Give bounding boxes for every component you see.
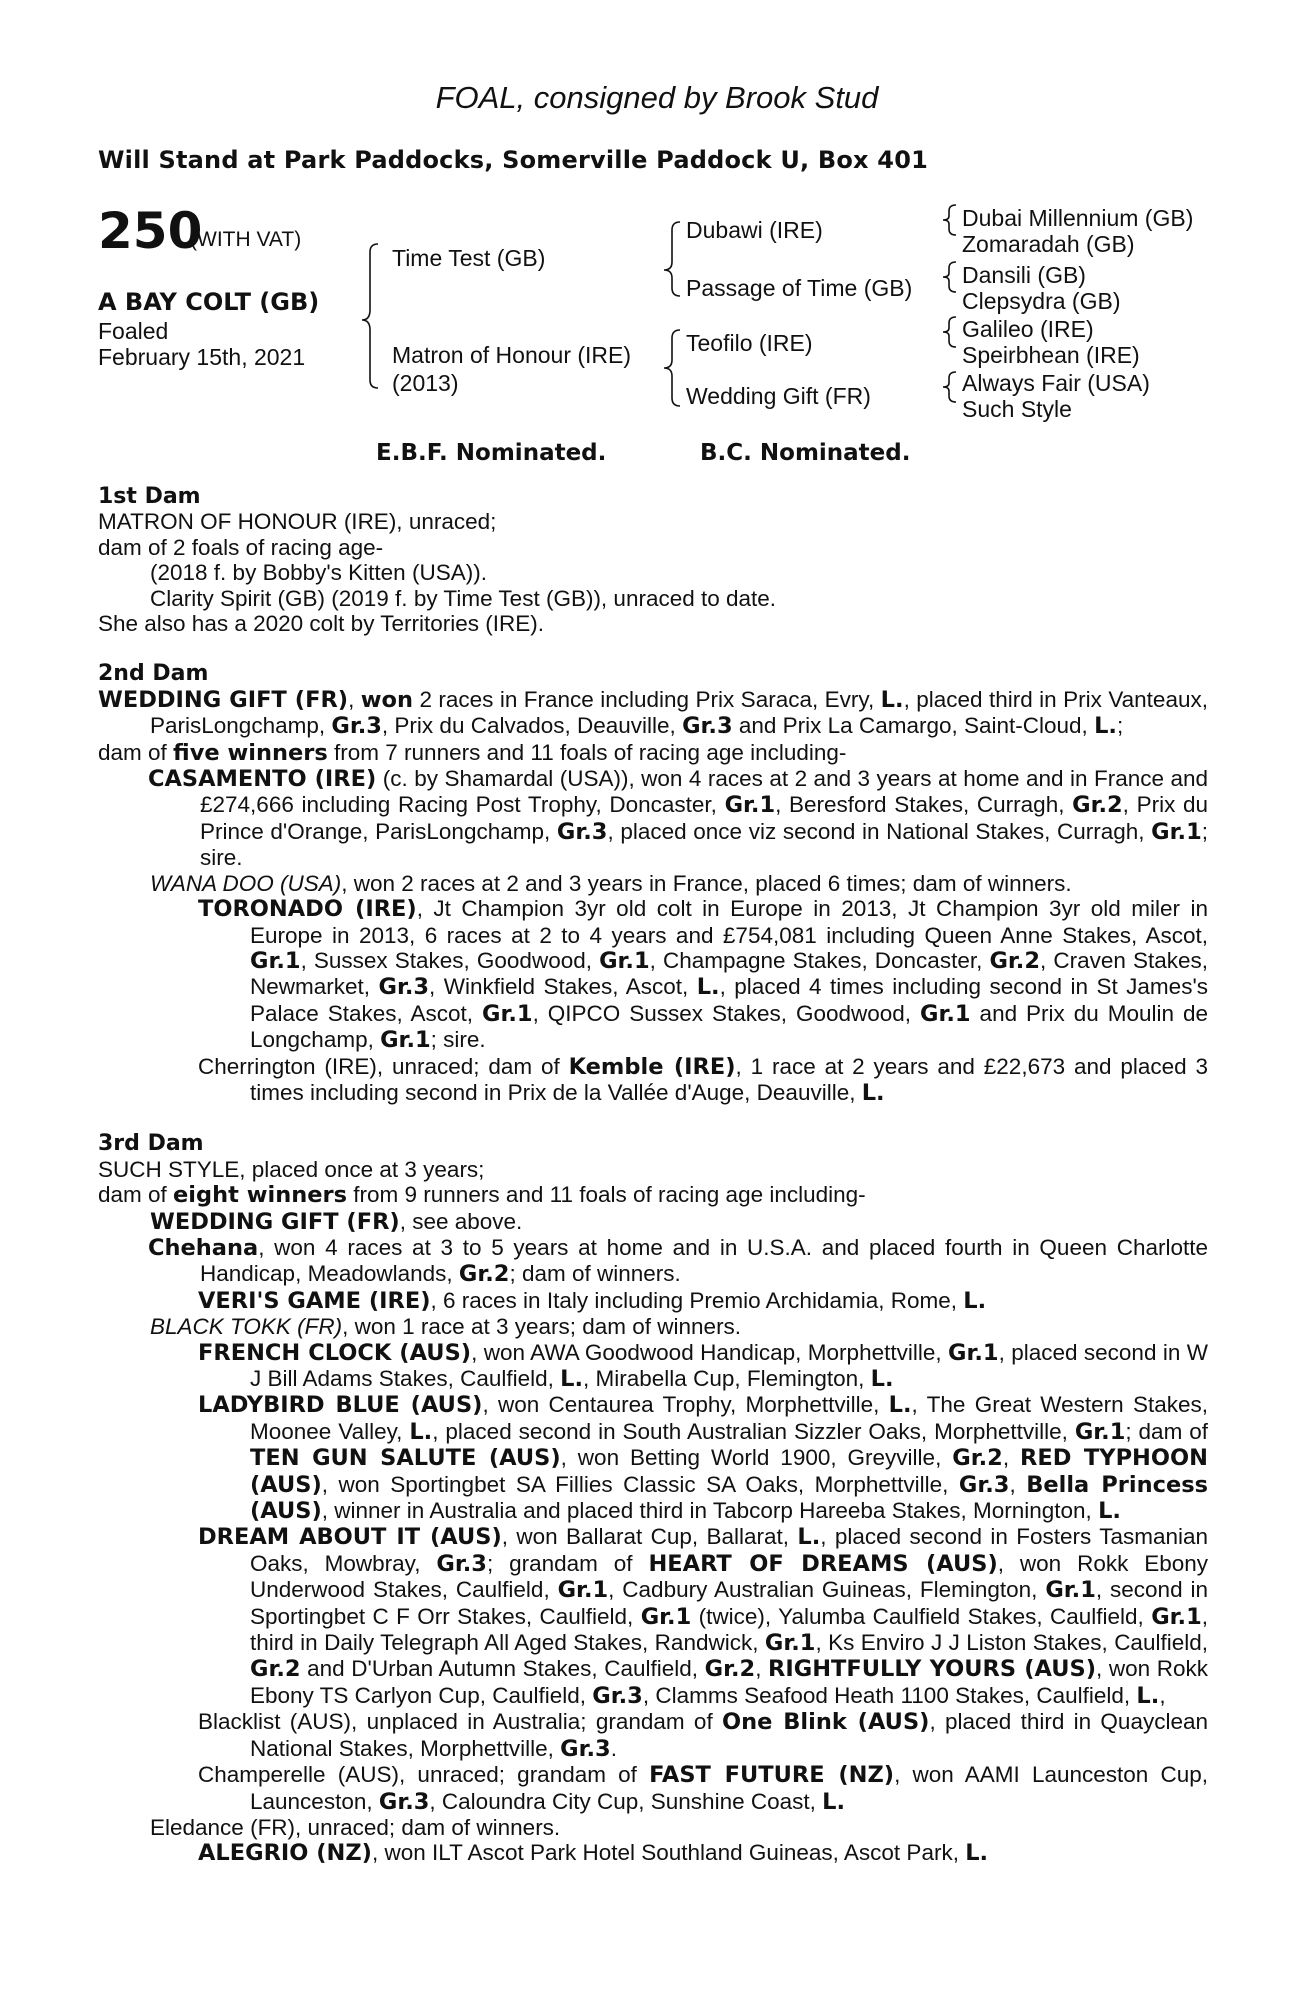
pedigree-gen3: Dubai Millennium (GB)	[962, 205, 1194, 231]
vat-note: (WITH VAT)	[190, 228, 302, 251]
paragraph: MATRON OF HONOUR (IRE), unraced;	[98, 509, 497, 535]
paragraph: LADYBIRD BLUE (AUS), won Centaurea Trophy, Morphettville, L., The Great Western Stakes, Moonee Valley, L., placed second in South Australian Sizzler Oaks, Morphettville, Gr.1; dam of TEN GUN SALUTE (AUS), won Betting World 1900, Greyville, Gr.2, RED TYPHOON (AUS), won Sportingbet SA Fillies Classic SA Oaks, Morphettville, Gr.3, Bella Princess (AUS), winner in Australia and placed third in Tabcorp Hareeba Stakes, Mornington, L.	[198, 1392, 1208, 1525]
paragraph: Cherrington (IRE), unraced; dam of Kemble (IRE), 1 race at 2 years and £22,673 and placed 3 times including second in Prix de la Vallée d'Auge, Deauville, L.	[198, 1053, 1208, 1106]
paragraph: ALEGRIO (NZ), won ILT Ascot Park Hotel Southland Guineas, Ascot Park, L.	[198, 1840, 989, 1867]
pedigree-gen3: Galileo (IRE)	[962, 316, 1094, 342]
paragraph: WEDDING GIFT (FR), won 2 races in France including Prix Saraca, Evry, L., placed third in Prix Vanteaux, ParisLongchamp, Gr.3, Prix du Calvados, Deauville, Gr.3 and Prix La Camargo, Saint-Cloud, L.;	[98, 686, 1208, 740]
sire-dam: Passage of Time (GB)	[686, 275, 913, 301]
foaled-label: Foaled	[98, 318, 169, 344]
dam-year: (2013)	[392, 370, 459, 396]
lot-description: A BAY COLT (GB)	[98, 288, 320, 316]
paragraph: Champerelle (AUS), unraced; grandam of FAST FUTURE (NZ), won AAMI Launceston Cup, Launceston, Gr.3, Caloundra City Cup, Sunshine Coast, L.	[198, 1762, 1209, 1815]
paragraph: SUCH STYLE, placed once at 3 years;	[98, 1156, 485, 1182]
dam-dam: Wedding Gift (FR)	[686, 383, 871, 409]
pedigree-gen3: Clepsydra (GB)	[962, 288, 1121, 314]
paragraph: DREAM ABOUT IT (AUS), won Ballarat Cup, Ballarat, L., placed second in Fosters Tasmanian Oaks, Mowbray, Gr.3; grandam of HEART OF DREAMS (AUS), won Rokk Ebony Underwood Stakes, Caulfield, Gr.1, Cadbury Australian Guineas, Flemington, Gr.1, second in Sportingbet C F Orr Stakes, Caulfield, Gr.1 (twice), Yalumba Caulfield Stakes, Caulfield, Gr.1, third in Daily Telegraph All Aged Stakes, Randwick, Gr.1, Ks Enviro J J Liston Stakes, Caulfield, Gr.2 and D'Urban Autumn Stakes, Caulfield, Gr.2, RIGHTFULLY YOURS (AUS), won Rokk Ebony TS Carlyon Cup, Caulfield, Gr.3, Clamms Seafood Heath 1100 Stakes, Caulfield, L.,	[198, 1524, 1209, 1709]
section-heading: 3rd Dam	[98, 1131, 204, 1157]
paragraph: dam of five winners from 7 runners and 11 foals of racing age including-	[98, 739, 847, 766]
paragraph: FRENCH CLOCK (AUS), won AWA Goodwood Handicap, Morphettville, Gr.1, placed second in W J Bill Adams Stakes, Caulfield, L., Mirabella Cup, Flemington, L.	[198, 1339, 1208, 1392]
sire-name: Time Test (GB)	[392, 245, 546, 271]
pedigree-gen3: Always Fair (USA)	[962, 370, 1150, 396]
paragraph: Blacklist (AUS), unplaced in Australia; grandam of One Blink (AUS), placed third in Quayclean National Stakes, Morphettville, Gr.3.	[198, 1709, 1209, 1762]
paragraph: Eledance (FR), unraced; dam of winners.	[150, 1814, 561, 1840]
paragraph: She also has a 2020 colt by Territories (IRE).	[98, 611, 545, 637]
paragraph: WEDDING GIFT (FR), see above.	[150, 1208, 523, 1235]
ebf-nomination: E.B.F. Nominated.	[376, 440, 607, 466]
stand-location: Will Stand at Park Paddocks, Somerville Paddock U, Box 401	[98, 146, 928, 174]
pedigree-gen3: Such Style	[962, 396, 1072, 422]
pedigree-gen3: Speirbhean (IRE)	[962, 342, 1140, 368]
dam-name: Matron of Honour (IRE)	[392, 342, 632, 368]
pedigree-gen3: Zomaradah (GB)	[962, 231, 1135, 257]
pedigree-gen3: Dansili (GB)	[962, 262, 1086, 288]
sire-sire: Dubawi (IRE)	[686, 217, 823, 243]
bc-nomination: B.C. Nominated.	[700, 440, 911, 466]
paragraph: dam of 2 foals of racing age-	[98, 534, 384, 560]
paragraph: (2018 f. by Bobby's Kitten (USA)).	[150, 560, 487, 586]
paragraph: TORONADO (IRE), Jt Champion 3yr old colt in Europe in 2013, Jt Champion 3yr old miler in Europe in 2013, 6 races at 2 to 4 years and £754,081 including Queen Anne Stakes, Ascot, Gr.1, Sussex Stakes, Goodwood, Gr.1, Champagne Stakes, Doncaster, Gr.2, Craven Stakes, Newmarket, Gr.3, Winkfield Stakes, Ascot, L., placed 4 times including second in St James's Palace Stakes, Ascot, Gr.1, QIPCO Sussex Stakes, Goodwood, Gr.1 and Prix du Moulin de Longchamp, Gr.1; sire.	[198, 896, 1209, 1054]
section-heading: 2nd Dam	[98, 661, 209, 687]
dam-sire: Teofilo (IRE)	[686, 330, 813, 356]
paragraph: BLACK TOKK (FR), won 1 race at 3 years; dam of winners.	[150, 1314, 742, 1340]
paragraph: CASAMENTO (IRE) (c. by Shamardal (USA)), won 4 races at 2 and 3 years at home and in France and £274,666 including Racing Post Trophy, Doncaster, Gr.1, Beresford Stakes, Curragh, Gr.2, Prix du Prince d'Orange, ParisLongchamp, Gr.3, placed once viz second in National Stakes, Curragh, Gr.1; sire.	[148, 766, 1209, 871]
lot-number: 250	[98, 202, 203, 260]
section-heading: 1st Dam	[98, 484, 201, 509]
paragraph: dam of eight winners from 9 runners and 11 foals of racing age including-	[98, 1182, 866, 1209]
paragraph: VERI'S GAME (IRE), 6 races in Italy including Premio Archidamia, Rome, L.	[198, 1287, 987, 1314]
page-title: FOAL, consigned by Brook Stud	[435, 80, 879, 115]
catalogue-body	[98, 484, 1208, 1867]
paragraph: Clarity Spirit (GB) (2019 f. by Time Test (GB)), unraced to date.	[150, 585, 777, 611]
paragraph: Chehana, won 4 races at 3 to 5 years at home and in U.S.A. and placed fourth in Queen Charlotte Handicap, Meadowlands, Gr.2; dam of winners.	[148, 1234, 1208, 1288]
paragraph: WANA DOO (USA), won 2 races at 2 and 3 years in France, placed 6 times; dam of winners.	[150, 870, 1072, 896]
foaled-date: February 15th, 2021	[98, 344, 306, 370]
